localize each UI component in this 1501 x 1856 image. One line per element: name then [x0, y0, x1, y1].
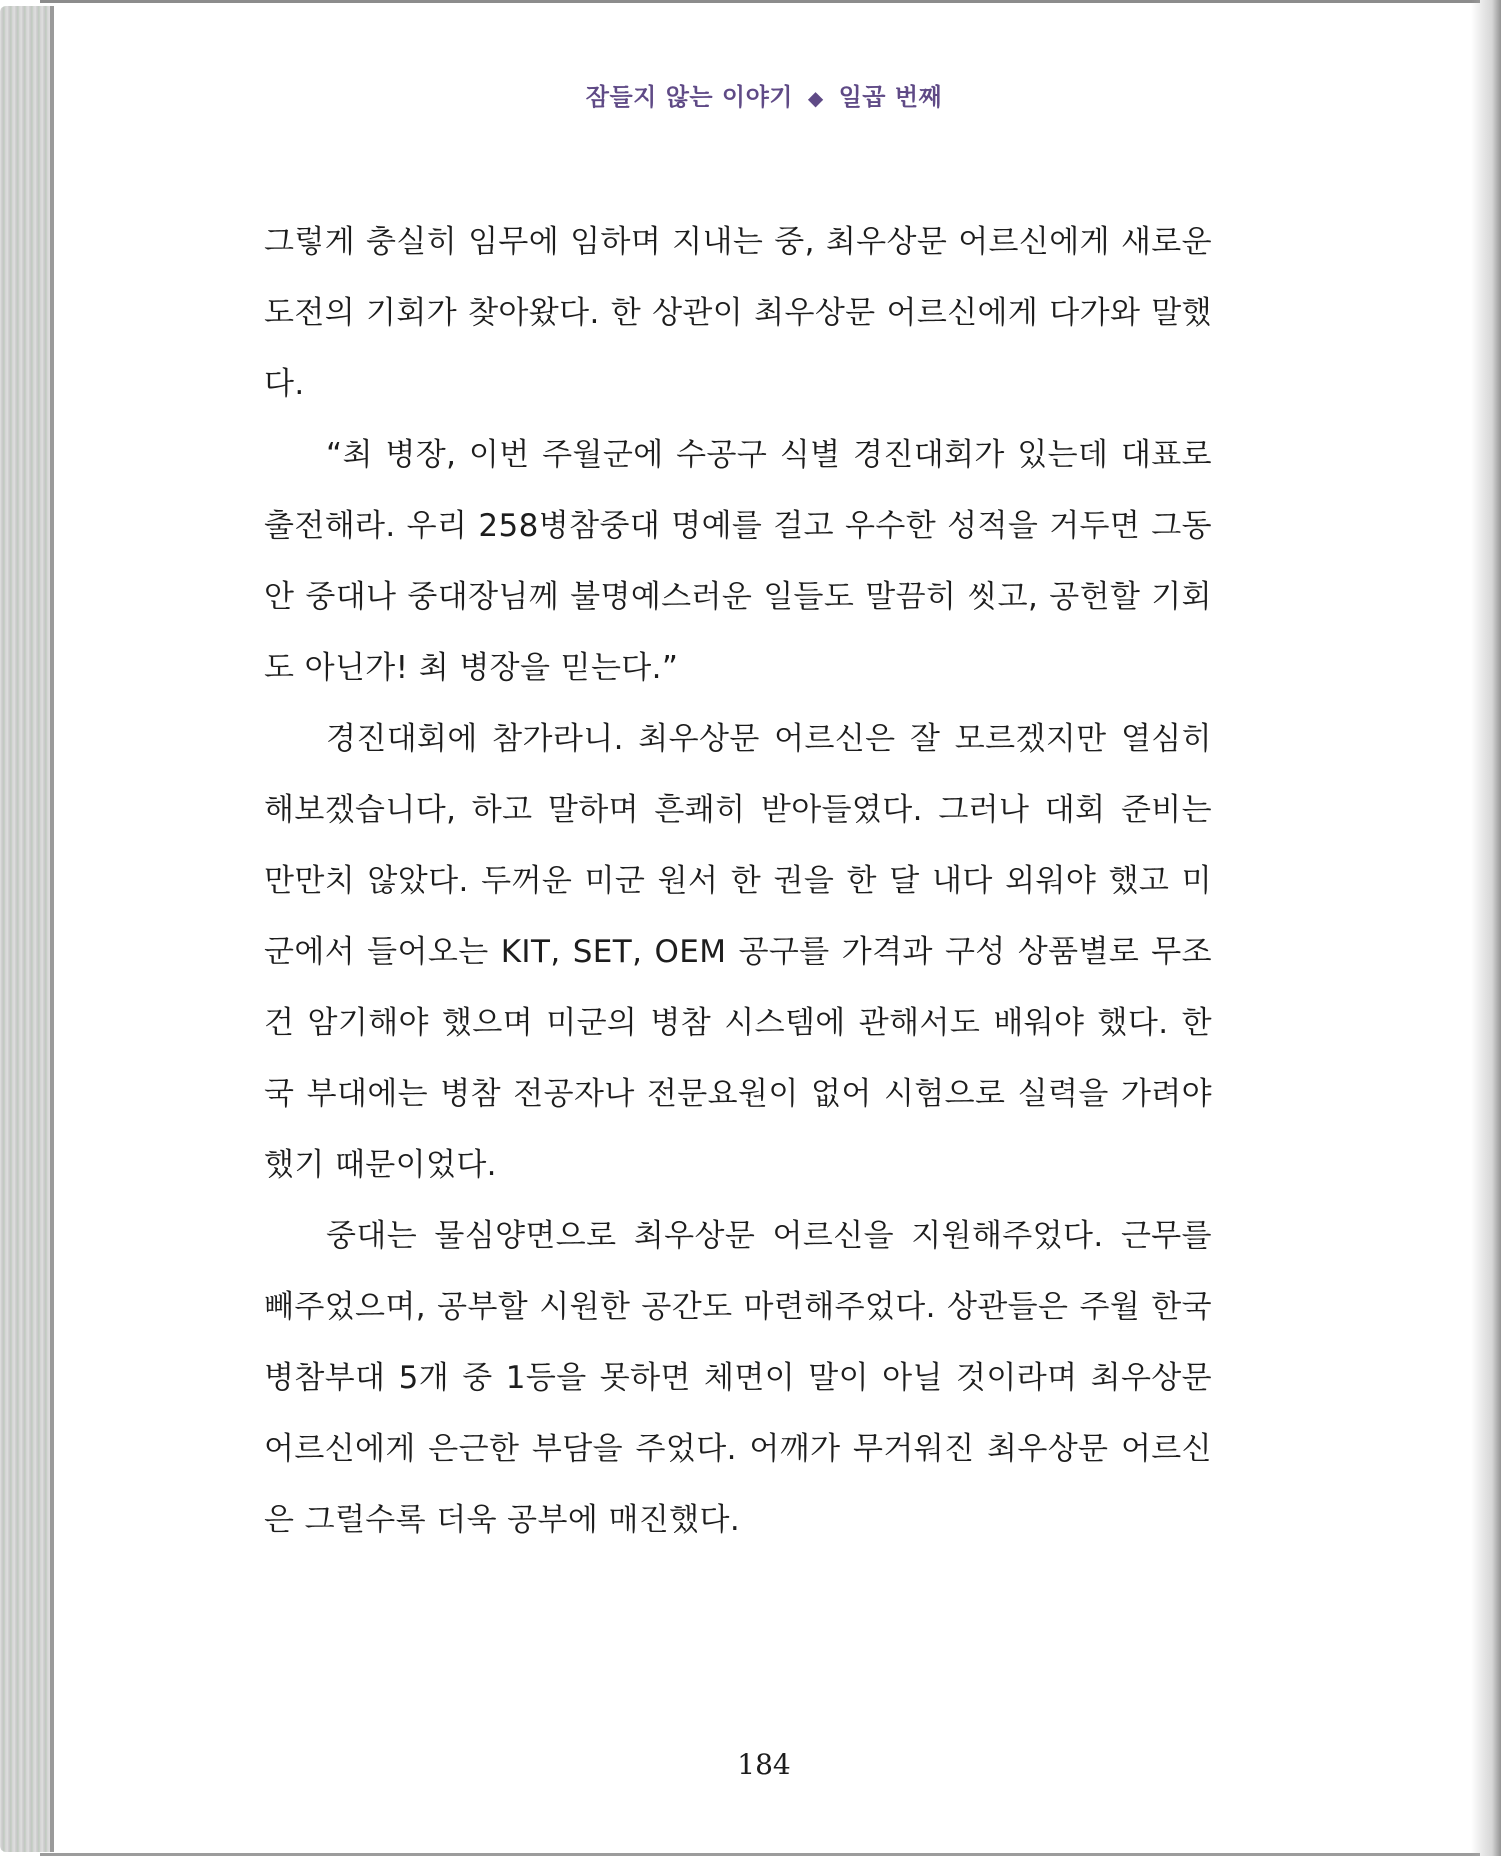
- paragraph: “최 병장, 이번 주월군에 수공구 식별 경진대회가 있는데 대표로 출전해라. 우리 258병참중대 명예를 걸고 우수한 성적을 거두면 그동안 중대나 중대장님께 불명예스러운 일들도 말끔히 씻고, 공헌할 기회도 아닌가! 최 병장을 믿는다.”: [264, 437, 1212, 686]
- running-header: [54, 77, 1474, 112]
- book-page: [54, 3, 1474, 1853]
- diamond-icon: ◆: [807, 86, 824, 110]
- page-edges: [0, 6, 50, 1852]
- header-chapter: 일곱 번째: [838, 83, 943, 111]
- paragraph: 경진대회에 참가라니. 최우상문 어르신은 잘 모르겠지만 열심히 해보겠습니다, 하고 말하며 흔쾌히 받아들였다. 그러나 대회 준비는 만만치 않았다. 두꺼운 미군 원서 한 권을 한 달 내다 외워야 했고 미군에서 들어오는 KIT, SET, OEM 공구를 가격과 구성 상품별로 무조건 암기해야 했으며 미군의 병참 시스템에 관해서도 배워야 했다. 한국 부대에는 병참 전공자나 전문요원이 없어 시험으로 실력을 가려야 했기 때문이었다.: [264, 721, 1212, 1183]
- paragraph: 그렇게 충실히 임무에 임하며 지내는 중, 최우상문 어르신에게 새로운 도전의 기회가 찾아왔다. 한 상관이 최우상문 어르신에게 다가와 말했다.: [264, 224, 1212, 402]
- page-number: 184: [737, 1748, 791, 1781]
- body-text: [264, 207, 1212, 1556]
- header-book-title: 잠들지 않는 이야기: [585, 83, 793, 111]
- paragraph: 중대는 물심양면으로 최우상문 어르신을 지원해주었다. 근무를 빼주었으며, 공부할 시원한 공간도 마련해주었다. 상관들은 주월 한국 병참부대 5개 중 1등을 못하면 체면이 말이 아닐 것이라며 최우상문 어르신에게 은근한 부담을 주었다. 어깨가 무거워진 최우상문 어르신은 그럴수록 더욱 공부에 매진했다.: [264, 1218, 1212, 1538]
- page-right-shadow: [1471, 0, 1501, 1856]
